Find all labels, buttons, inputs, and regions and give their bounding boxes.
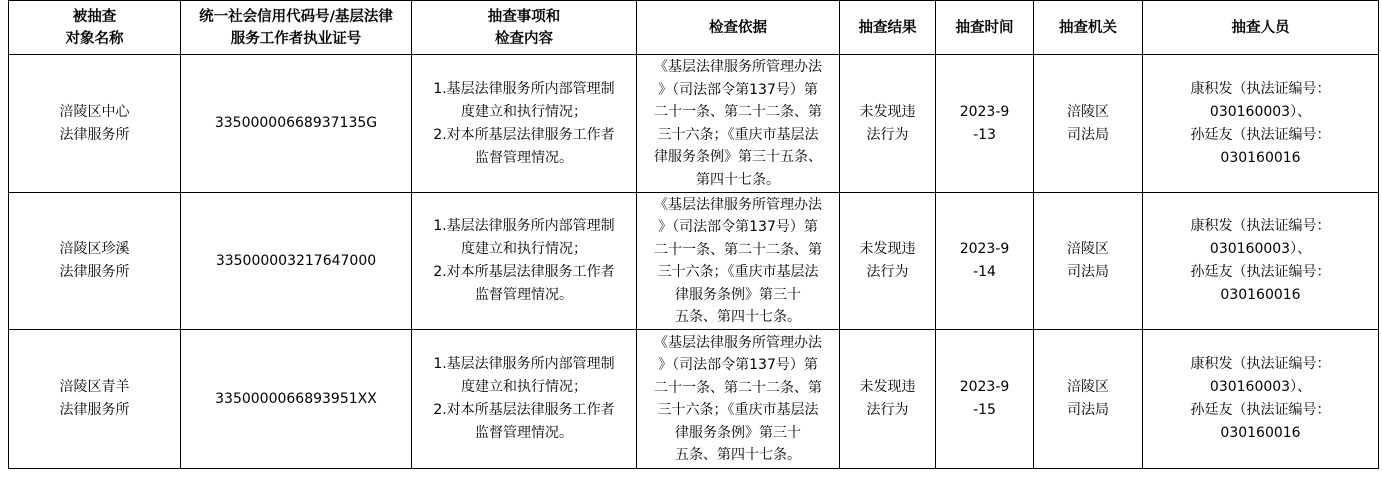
cell-result[interactable]: 未发现违 法行为 xyxy=(840,193,936,330)
cell-date[interactable]: 2023-9 -15 xyxy=(936,330,1034,469)
cell-result[interactable]: 未发现违 法行为 xyxy=(840,330,936,469)
cell-object-name[interactable]: 涪陵区中心 法律服务所 xyxy=(9,55,181,193)
cell-agency[interactable]: 涪陵区 司法局 xyxy=(1034,330,1143,469)
header-agency[interactable]: 抽查机关 xyxy=(1034,1,1143,55)
cell-credit-code[interactable]: 3350000066893951XX xyxy=(181,330,412,469)
cell-object-name[interactable]: 涪陵区珍溪 法律服务所 xyxy=(9,193,181,330)
header-object-name[interactable]: 被抽查 对象名称 xyxy=(9,1,181,55)
table-row xyxy=(9,330,1379,469)
cell-agency[interactable]: 涪陵区 司法局 xyxy=(1034,55,1143,193)
header-result[interactable]: 抽查结果 xyxy=(840,1,936,55)
cell-inspection-content[interactable]: 1.基层法律服务所内部管理制 度建立和执行情况； 2.对本所基层法律服务工作者 监督管理情况。 xyxy=(412,55,637,193)
cell-date[interactable]: 2023-9 -13 xyxy=(936,55,1034,193)
cell-staff[interactable]: 康积发（执法证编号： 030160003）、 孙廷友（执法证编号： 030160016 xyxy=(1143,55,1379,193)
table-row xyxy=(9,55,1379,193)
cell-credit-code[interactable]: 33500000668937135G xyxy=(181,55,412,193)
cell-inspection-basis[interactable]: 《基层法律服务所管理办法 》（司法部令第137号）第 二十一条、第二十二条、第 三十六条；《重庆市基层法 律服务条例》第三十 五条、第四十七条。 xyxy=(637,330,840,469)
cell-date[interactable]: 2023-9 -14 xyxy=(936,193,1034,330)
cell-inspection-content[interactable]: 1.基层法律服务所内部管理制 度建立和执行情况； 2.对本所基层法律服务工作者 监督管理情况。 xyxy=(412,330,637,469)
cell-inspection-basis[interactable]: 《基层法律服务所管理办法 》（司法部令第137号）第 二十一条、第二十二条、第 三十六条；《重庆市基层法 律服务条例》第三十 五条、第四十七条。 xyxy=(637,193,840,330)
cell-staff[interactable]: 康积发（执法证编号： 030160003）、 孙廷友（执法证编号： 030160016 xyxy=(1143,193,1379,330)
inspection-table xyxy=(8,0,1379,469)
cell-object-name[interactable]: 涪陵区青羊 法律服务所 xyxy=(9,330,181,469)
cell-credit-code[interactable]: 335000003217647000 xyxy=(181,193,412,330)
header-row xyxy=(9,1,1379,55)
header-staff[interactable]: 抽查人员 xyxy=(1143,1,1379,55)
cell-staff[interactable]: 康积发（执法证编号： 030160003）、 孙廷友（执法证编号： 030160016 xyxy=(1143,330,1379,469)
cell-agency[interactable]: 涪陵区 司法局 xyxy=(1034,193,1143,330)
table-row xyxy=(9,193,1379,330)
header-credit-code[interactable]: 统一社会信用代码号/基层法律 服务工作者执业证号 xyxy=(181,1,412,55)
cell-result[interactable]: 未发现违 法行为 xyxy=(840,55,936,193)
header-inspection-content[interactable]: 抽查事项和 检查内容 xyxy=(412,1,637,55)
header-date[interactable]: 抽查时间 xyxy=(936,1,1034,55)
header-inspection-basis[interactable]: 检查依据 xyxy=(637,1,840,55)
cell-inspection-basis[interactable]: 《基层法律服务所管理办法 》（司法部令第137号）第 二十一条、第二十二条、第 三十六条；《重庆市基层法 律服务条例》第三十五条、 第四十七条。 xyxy=(637,55,840,193)
cell-inspection-content[interactable]: 1.基层法律服务所内部管理制 度建立和执行情况； 2.对本所基层法律服务工作者 监督管理情况。 xyxy=(412,193,637,330)
